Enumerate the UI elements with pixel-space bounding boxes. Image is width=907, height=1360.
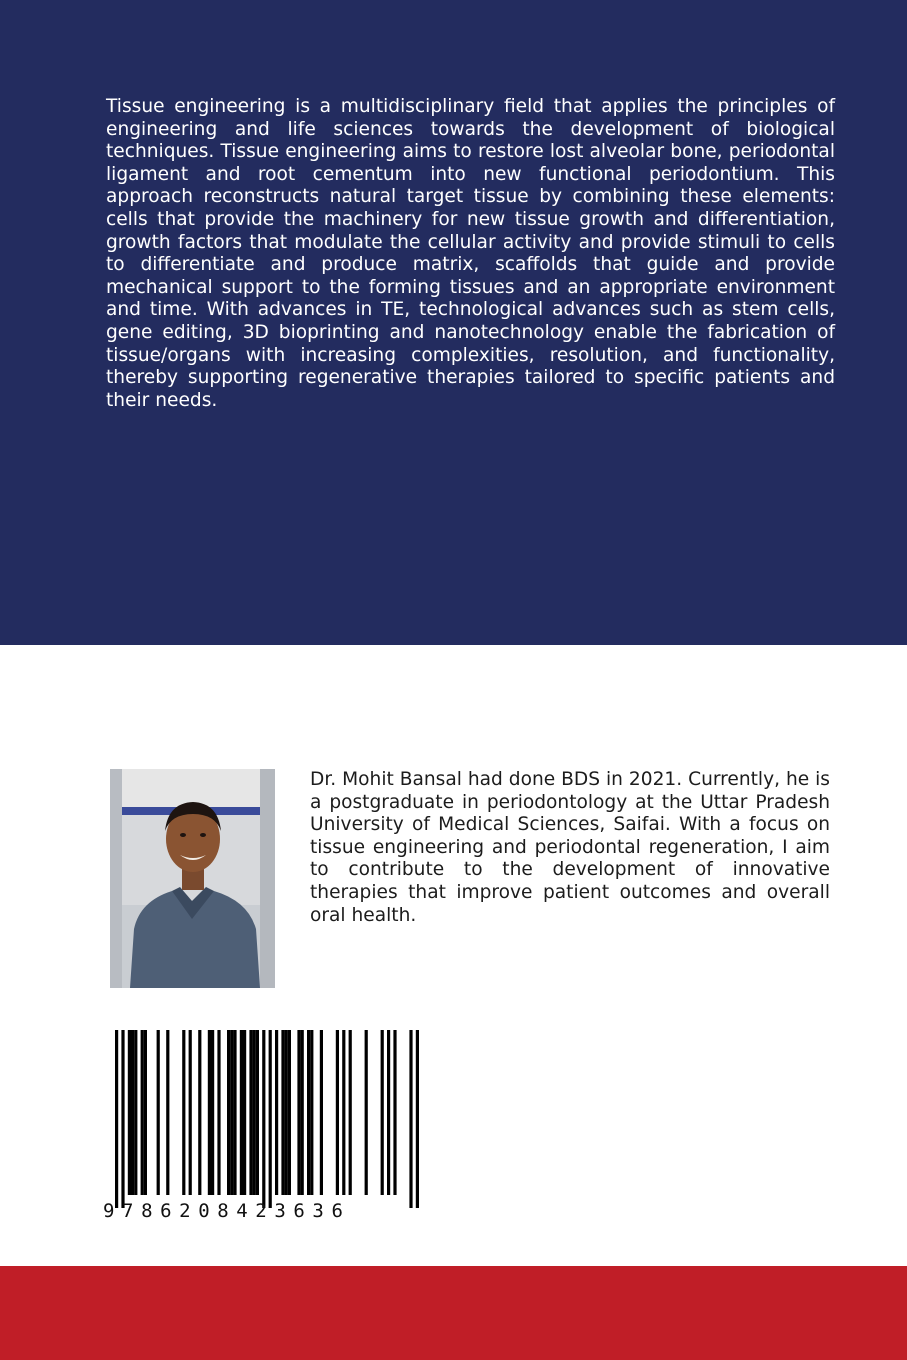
barcode-bar — [336, 1030, 339, 1195]
barcode-bar — [128, 1030, 131, 1195]
barcode-bar — [275, 1030, 278, 1195]
barcode-bar — [240, 1030, 243, 1195]
barcode-bar — [121, 1030, 124, 1208]
barcode-bar — [262, 1030, 265, 1208]
book-description: Tissue engineering is a multidisciplinary field that applies the principles of engineering and life sciences towards the development of biological techniques. Tissue engineering aims to restore lost alveolar bone, periodontal ligament and root cementum into new functional periodontium. This approach reconstructs natural target tissue by combining these elements: cells that provide the machinery for new tissue growth and differentiation, growth factors that modulate the cellular activity and provide stimuli to cells to differentiate and produce matrix, scaffolds that guide and provide mechanical support to the forming tissues and an appropriate environment and time. With advances in TE, technological advances such as stem cells, gene editing, 3D bioprinting and nanotechnology enable the fabrication of tissue/organs with increasing complexities, resolution, and functionality, thereby supporting regenerative therapies tailored to specific patients and their needs. — [106, 96, 835, 411]
barcode-bar — [256, 1030, 259, 1195]
barcode-bar — [269, 1030, 272, 1208]
bottom-red-band — [0, 1266, 907, 1360]
barcode-bar — [253, 1030, 256, 1195]
barcode-bar — [281, 1030, 284, 1195]
barcode-bar — [416, 1030, 419, 1208]
barcode-bar — [288, 1030, 291, 1195]
barcode-bar — [141, 1030, 144, 1195]
barcode-bar — [144, 1030, 147, 1195]
barcode-bar — [189, 1030, 192, 1195]
barcode-bar — [134, 1030, 137, 1195]
barcode-bar — [198, 1030, 201, 1195]
barcode-bar — [249, 1030, 252, 1195]
barcode-bar — [381, 1030, 384, 1195]
barcode-bar — [310, 1030, 313, 1195]
barcode-bar — [393, 1030, 396, 1195]
barcode-bar — [115, 1030, 118, 1208]
barcode-bar — [227, 1030, 230, 1195]
barcode-bar — [230, 1030, 233, 1195]
barcode-bar — [182, 1030, 185, 1195]
barcode-bar — [349, 1030, 352, 1195]
barcode-bar — [157, 1030, 160, 1195]
isbn-number: 9786208423636 — [103, 1200, 351, 1222]
barcode-bar — [307, 1030, 310, 1195]
barcode-bar — [285, 1030, 288, 1195]
barcode-bar — [301, 1030, 304, 1195]
author-biography: Dr. Mohit Bansal had done BDS in 2021. Currently, he is a postgraduate in periodontology at the Uttar Pradesh University of Medical Sciences, Saifai. With a focus on tissue engineering and periodontal regeneration, I aim to contribute to the development of innovative therapies that improve patient outcomes and overall oral health. — [310, 769, 830, 926]
barcode-bar — [409, 1030, 412, 1208]
barcode-bar — [297, 1030, 300, 1195]
barcode-bar — [320, 1030, 323, 1195]
barcode-bar — [233, 1030, 236, 1195]
barcode-bar — [211, 1030, 214, 1195]
author-photo — [110, 769, 275, 988]
barcode-bar — [217, 1030, 220, 1195]
barcode-bar — [243, 1030, 246, 1195]
top-blue-panel — [0, 0, 907, 645]
barcode-bar — [365, 1030, 368, 1195]
barcode-bar — [166, 1030, 169, 1195]
barcode-bar — [387, 1030, 390, 1195]
barcode-bar — [131, 1030, 134, 1195]
barcode-bar — [342, 1030, 345, 1195]
barcode-bar — [208, 1030, 211, 1195]
barcode-bars — [103, 1030, 421, 1220]
